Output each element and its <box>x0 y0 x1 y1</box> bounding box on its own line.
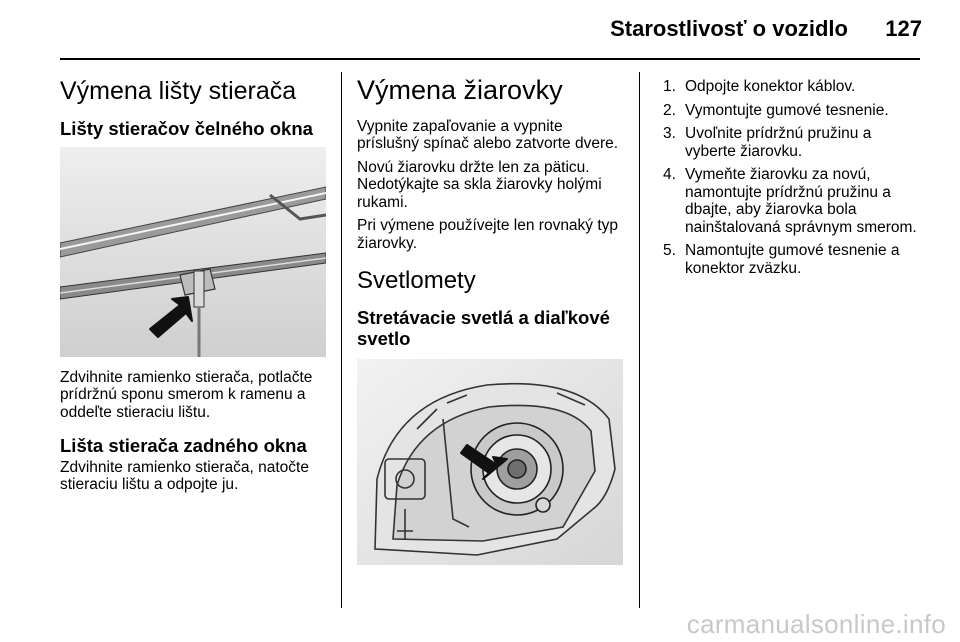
paragraph-windscreen-wiper: Zdvihnite ramienko stierača, potlačte prídržnú sponu smerom k ramenu a oddeľte stieraciu lištu. <box>60 368 313 421</box>
wiper-blade-illustration <box>60 147 326 357</box>
watermark: carmanualsonline.info <box>686 609 946 639</box>
column-3 <box>663 78 925 283</box>
windscreen-background <box>60 147 326 357</box>
page-number: 127 <box>885 16 922 41</box>
list-item: 1. Odpojte konektor káblov. <box>663 78 856 95</box>
column-divider-2 <box>639 72 640 608</box>
subheading-low-high-beam: Stretávacie svetlá a diaľkové svetlo <box>357 306 610 349</box>
page-header <box>0 0 960 62</box>
list-item: 3. Uvoľnite prídržnú pružinu a vyberte žiarovku. <box>663 125 872 160</box>
list-item: 4. Vymeňte žiarovku za novú, namontujte prídržnú pružinu a dbajte, aby žiarovka bola nainštalovaná správnym smerom. <box>663 166 917 236</box>
section-heading-headlights: Svetlomety <box>357 267 476 295</box>
column-divider-1 <box>341 72 342 608</box>
column-2 <box>357 66 625 565</box>
paragraph-rear-wiper: Zdvihnite ramienko stierača, natočte stieraciu lištu a odpojte ju. <box>60 458 309 494</box>
subheading-windscreen-wiper: Lišty stieračov čelného okna <box>60 117 313 139</box>
paragraph-ignition-off: Vypnite zapaľovanie a vypnite príslušný spínač alebo zatvorte dvere. <box>357 117 619 153</box>
paragraph-same-type: Pri výmene používejte len rovnaký typ žiarovky. <box>357 217 619 252</box>
list-item: 5. Namontujte gumové tesnenie a konektor zväzku. <box>663 242 900 277</box>
running-header-title: Starostlivosť o vozidlo <box>610 16 848 41</box>
headlamp-illustration <box>357 359 623 565</box>
list-item: 2. Vymontujte gumové tesnenie. <box>663 101 889 119</box>
paragraph-hold-bulb: Novú žiarovku držte len za päticu. Nedotýkajte sa skla žiarovky holými rukami. <box>357 158 602 211</box>
subheading-rear-wiper: Lišta stierača zadného okna <box>60 435 307 457</box>
instruction-steps <box>663 78 925 277</box>
header-rule <box>60 58 920 60</box>
section-heading-bulb-replacement: Výmena žiarovky <box>357 75 563 105</box>
column-1 <box>60 66 328 500</box>
section-heading-wiper-blade: Výmena lišty stierača <box>60 77 297 105</box>
